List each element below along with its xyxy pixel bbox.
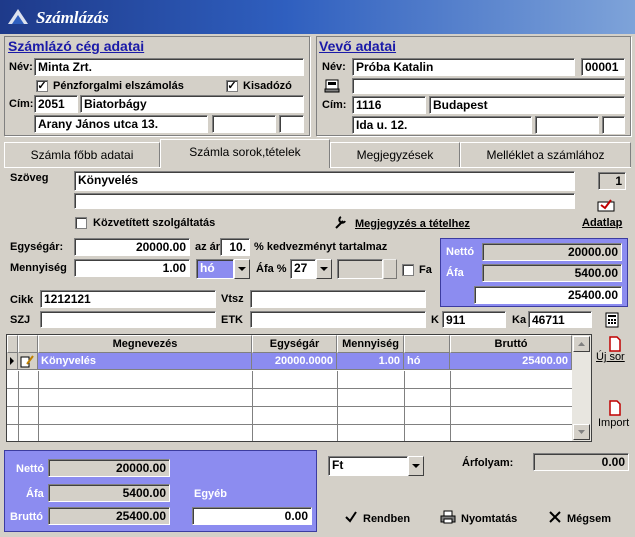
total-gross-field: 25400.00: [48, 507, 170, 525]
tab-invoice-lines[interactable]: Számla sorok,tételek: [160, 139, 330, 168]
grid-vline: [18, 371, 19, 441]
grid-col-unit-price[interactable]: Egységár: [252, 335, 337, 353]
chevron-down-icon: [409, 457, 423, 475]
buyer-door-field[interactable]: [602, 116, 625, 134]
check-icon: [344, 510, 358, 527]
item-no-field[interactable]: 1212121: [40, 290, 216, 308]
etk-field[interactable]: [250, 311, 426, 328]
vat-dropdown-button[interactable]: [316, 259, 332, 279]
quantity-field[interactable]: 1.00: [74, 259, 190, 277]
vtsz-label: Vtsz: [221, 293, 244, 305]
ok-button[interactable]: [344, 510, 410, 527]
issuer-address-label: Cím:: [9, 98, 34, 110]
item-vat-field: 5400.00: [482, 264, 622, 282]
unit-price-label: Egységár:: [10, 241, 64, 253]
table-row-name[interactable]: Könyvelés: [38, 353, 252, 370]
printer-icon: [440, 510, 456, 527]
close-icon: [548, 510, 562, 527]
item-vat-label: Áfa: [446, 267, 464, 279]
buyer-street-field[interactable]: Ida u. 12.: [352, 116, 532, 134]
currency-select[interactable]: Ft: [328, 456, 408, 476]
issuer-name-field[interactable]: Minta Zrt.: [34, 58, 304, 76]
grid-col-gross[interactable]: Bruttó: [450, 335, 572, 353]
item-note-button[interactable]: [334, 214, 470, 233]
scroll-up-button[interactable]: [573, 336, 590, 352]
unit-price-field[interactable]: 20000.00: [74, 238, 190, 256]
chevron-up-icon: [574, 337, 589, 351]
datasheet-label[interactable]: Adatlap: [582, 217, 623, 229]
other-label: Egyéb: [194, 488, 228, 500]
total-net-label: Nettó: [16, 463, 45, 475]
datasheet-icon[interactable]: [596, 197, 616, 213]
szj-label: SZJ: [10, 314, 31, 326]
exchange-rate-label: Árfolyam:: [462, 457, 514, 469]
buyer-city-field[interactable]: Budapest: [429, 96, 625, 114]
buyer-zip-field[interactable]: 1116: [352, 96, 426, 114]
grid-vline: [38, 371, 39, 441]
grid-vline: [450, 371, 451, 441]
item-gross-field: 25400.00: [474, 286, 622, 304]
grid-vline: [404, 371, 405, 441]
scroll-down-button[interactable]: [573, 424, 590, 440]
ka-field[interactable]: 46711: [528, 311, 592, 328]
item-no-label: Cikk: [10, 294, 34, 306]
issuer-house-field[interactable]: [212, 115, 276, 133]
grid-vline: [337, 371, 338, 441]
chevron-down-icon: [574, 425, 589, 439]
fa-label: Fa: [419, 264, 432, 276]
table-row-unit-price[interactable]: 20000.0000: [252, 353, 337, 370]
k-field[interactable]: 911: [442, 311, 506, 328]
calculator-icon[interactable]: [604, 312, 620, 328]
new-row-label[interactable]: Új sor: [596, 351, 625, 363]
small-business-checkbox[interactable]: ✓: [227, 80, 237, 92]
tab-main-data[interactable]: Számla főbb adatai: [4, 142, 160, 167]
issuer-section-title: Számlázó cég adatai: [8, 38, 145, 54]
row-indicator: [7, 353, 18, 370]
ka-label: Ka: [512, 314, 527, 326]
grid-vline: [252, 371, 253, 441]
buyer-lookup-icon[interactable]: [324, 78, 340, 94]
pencil-icon: [18, 353, 36, 369]
buyer-address-label: Cím:: [322, 99, 347, 111]
grid-empty-rows: [7, 371, 572, 441]
import-document-icon: [608, 400, 622, 416]
tab-notes[interactable]: Megjegyzések: [330, 142, 460, 167]
table-row-gross[interactable]: 25400.00: [450, 353, 572, 370]
table-row-quantity[interactable]: 1.00: [337, 353, 404, 370]
app-icon: [6, 6, 30, 28]
grid-col-quantity[interactable]: Mennyiség: [337, 335, 404, 353]
row-edit-cell: [18, 353, 38, 370]
window-title: Számlázás: [36, 8, 109, 27]
import-button[interactable]: [600, 400, 630, 418]
discount-label: % kedvezményt tartalmaz: [254, 241, 388, 253]
szj-field[interactable]: [40, 311, 216, 328]
grid-icon-col: [18, 335, 38, 353]
wrench-icon: [334, 214, 350, 233]
item-text-field-2[interactable]: [74, 193, 575, 209]
print-button-label: Nyomtatás: [461, 512, 518, 525]
issuer-name-label: Név:: [9, 61, 33, 73]
vat-select[interactable]: 27: [290, 259, 316, 279]
unit-dropdown-button[interactable]: [234, 259, 250, 279]
issuer-city-field[interactable]: Biatorbágy: [80, 95, 304, 113]
table-row-unit[interactable]: hó: [404, 353, 450, 370]
total-vat-label: Áfa: [26, 488, 44, 500]
cancel-button[interactable]: [548, 510, 611, 527]
item-index-field: 1: [598, 172, 626, 190]
item-note-button-label: Megjegyzés a tételhez: [355, 217, 470, 230]
buyer-house-field[interactable]: [535, 116, 599, 134]
fa-checkbox[interactable]: [402, 264, 414, 276]
issuer-street-field[interactable]: Arany János utca 13.: [34, 115, 208, 133]
buyer-name-label: Név:: [322, 61, 346, 73]
etk-label: ETK: [221, 314, 243, 326]
cash-accounting-checkbox[interactable]: ✓: [37, 80, 47, 92]
row-pointer-icon: [7, 353, 17, 369]
currency-dropdown-button[interactable]: [408, 456, 424, 476]
buyer-extra-field[interactable]: [352, 78, 625, 94]
chevron-down-icon: [235, 260, 249, 278]
other-field[interactable]: 0.00: [192, 507, 312, 525]
item-text-field[interactable]: Könyvelés: [74, 171, 575, 191]
total-vat-field: 5400.00: [48, 484, 170, 502]
buyer-name-field[interactable]: Próba Katalin: [352, 58, 575, 76]
item-net-label: Nettó: [446, 246, 475, 258]
text-label: Szöveg: [10, 172, 49, 184]
total-gross-label: Bruttó: [10, 511, 43, 523]
vtsz-field[interactable]: [250, 290, 426, 308]
cancel-button-label: Mégsem: [567, 512, 612, 525]
k-label: K: [431, 314, 439, 326]
chevron-down-icon: [317, 260, 331, 278]
grid-col-unit[interactable]: [404, 335, 450, 353]
mediated-service-checkbox[interactable]: [75, 217, 87, 229]
new-document-icon: [608, 336, 622, 352]
ok-button-label: Rendben: [363, 512, 411, 525]
issuer-zip-field[interactable]: 2051: [34, 95, 78, 113]
buyer-section-title: Vevő adatai: [319, 38, 397, 54]
grid-col-name[interactable]: Megnevezés: [38, 335, 252, 353]
item-net-field: 20000.00: [482, 243, 622, 261]
unit-select[interactable]: hó: [196, 259, 234, 279]
import-label[interactable]: Import: [598, 417, 630, 429]
tab-attachment[interactable]: Melléklet a számlához: [460, 142, 631, 167]
total-net-field: 20000.00: [48, 459, 170, 477]
issuer-door-field[interactable]: [279, 115, 304, 133]
price-contains-label: az ár: [195, 241, 221, 253]
vat-extra-select: [337, 259, 383, 279]
discount-field[interactable]: 10.: [220, 238, 250, 256]
print-button[interactable]: [440, 510, 517, 527]
small-business-label: Kisadózó: [243, 80, 292, 92]
exchange-rate-field: 0.00: [533, 453, 629, 471]
buyer-code-field[interactable]: 00001: [581, 58, 625, 76]
grid-corner: [7, 335, 18, 353]
vat-label: Áfa %: [256, 263, 287, 275]
mediated-service-label: Közvetített szolgáltatás: [93, 217, 216, 229]
quantity-label: Mennyiség: [10, 262, 67, 274]
cash-accounting-label: Pénzforgalmi elszámolás: [53, 80, 184, 92]
vat-extra-dropdown-button: [383, 259, 397, 279]
